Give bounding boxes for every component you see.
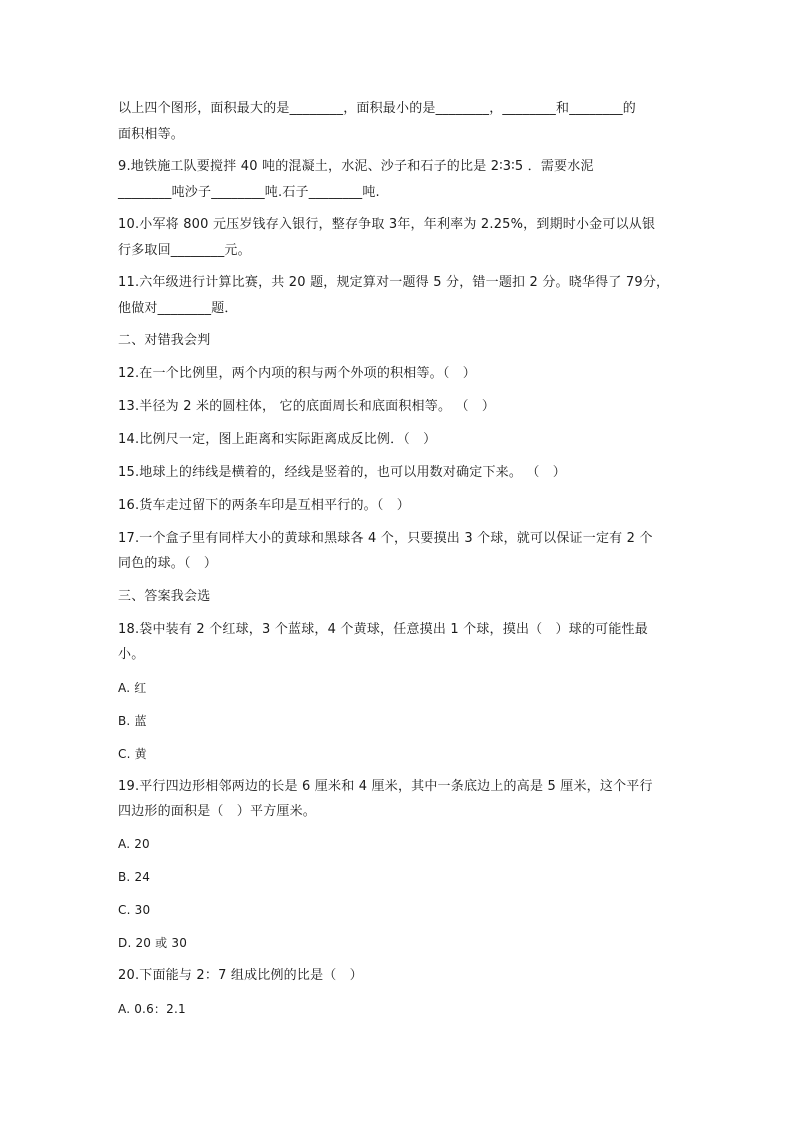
q14-text: 14.比例尺一定，图上距离和实际距离成反比例．（ ） <box>118 432 437 447</box>
section-2-heading: 二、对错我会判 <box>118 333 211 348</box>
q18-option-b: B. 蓝 <box>118 714 147 728</box>
q19-option-b: B. 24 <box>118 870 151 884</box>
q19-text-line-2: 四边形的面积是（ ）平方厘米。 <box>118 804 317 819</box>
q19-option-d: D. 20 或 30 <box>118 936 188 950</box>
q11-text-line-1: 11.六年级进行计算比赛，共 20 题，规定算对一题得 5 分，错一题扣 2 分。晓华得了 79分， <box>118 275 670 290</box>
q18-text-line-1: 18.袋中装有 2 个红球，3 个蓝球，4 个黄球，任意摸出 1 个球，摸出（ ）球的可能性最 <box>118 622 648 637</box>
q17-text-line-1: 17.一个盒子里有同样大小的黄球和黑球各 4 个，只要摸出 3 个球，就可以保证一定有 2 个 <box>118 531 653 546</box>
q8-text-line-2: 面积相等。 <box>118 127 185 142</box>
q15-text: 15.地球上的纬线是横着的，经线是竖着的，也可以用数对确定下来。 （ ） <box>118 465 567 480</box>
q19-option-c: C. 30 <box>118 903 151 917</box>
q19-option-a: A. 20 <box>118 837 150 851</box>
q17-text-line-2: 同色的球。（ ） <box>118 556 218 571</box>
q18-text-line-2: 小。 <box>118 647 145 662</box>
q13-text: 13.半径为 2 米的圆柱体， 它的底面周长和底面积相等。 （ ） <box>118 399 496 414</box>
q9-text-line-2: ________吨沙子________吨.石子________吨. <box>118 185 380 200</box>
q12-text: 12.在一个比例里，两个内项的积与两个外项的积相等。（ ） <box>118 366 476 381</box>
q10-text-line-1: 10.小军将 800 元压岁钱存入银行，整存争取 3年，年利率为 2.25%，到期时小金可以从银 <box>118 217 656 232</box>
q9-text-line-1: 9.地铁施工队要搅拌 40 吨的混凝土，水泥、沙子和石子的比是 2∶3∶5 ．需要水泥 <box>118 159 594 174</box>
q18-option-a: A. 红 <box>118 681 147 695</box>
q8-text-line-1: 以上四个图形，面积最大的是________，面积最小的是________，________和________的 <box>118 101 637 116</box>
q18-option-c: C. 黄 <box>118 747 147 761</box>
q20-text: 20.下面能与 2：7 组成比例的比是（ ） <box>118 968 363 983</box>
q11-text-line-2: 他做对________题． <box>118 301 238 316</box>
q10-text-line-2: 行多取回________元。 <box>118 243 251 258</box>
section-3-heading: 三、答案我会选 <box>118 589 211 604</box>
q19-text-line-1: 19.平行四边形相邻两边的长是 6 厘米和 4 厘米，其中一条底边上的高是 5 厘米，这个平行 <box>118 779 653 794</box>
q16-text: 16.货车走过留下的两条车印是互相平行的。（ ） <box>118 498 410 513</box>
q20-option-a: A. 0.6：2.1 <box>118 1002 186 1016</box>
